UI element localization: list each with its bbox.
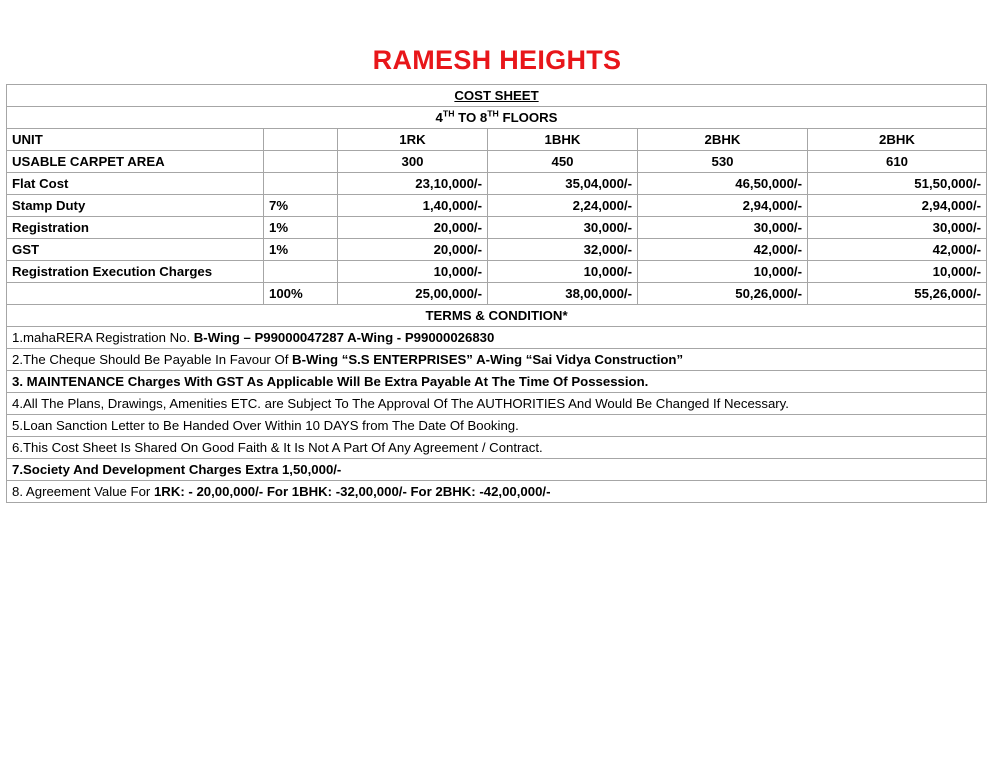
- term-1-number: 1.: [12, 329, 23, 345]
- cell-stamp-duty-1rk: 1,40,000/-: [338, 195, 488, 217]
- term-5-number: 5.: [12, 417, 23, 433]
- row-pct-stamp-duty: 7%: [264, 195, 338, 217]
- table-header-row: [7, 129, 987, 151]
- column-header-2bhk-610: 2BHK: [808, 129, 987, 151]
- column-header-unit: UNIT: [7, 129, 264, 151]
- row-label-stamp-duty: Stamp Duty: [7, 195, 264, 217]
- row-pct-usable-carpet-area: [264, 151, 338, 173]
- cell-total-1bhk: 38,00,000/-: [488, 283, 638, 305]
- floors-sup-2: TH: [487, 108, 499, 119]
- cell-flat-cost-1bhk: 35,04,000/-: [488, 173, 638, 195]
- table-row: [7, 173, 987, 195]
- cell-stamp-duty-2bhk-530: 2,94,000/-: [638, 195, 808, 217]
- table-row-term: [7, 459, 987, 481]
- row-label-total: [7, 283, 264, 305]
- row-pct-registration: 1%: [264, 217, 338, 239]
- row-label-gst: GST: [7, 239, 264, 261]
- term-8-bold: 1RK: - 20,00,000/- For 1BHK: -32,00,000/- For 2BHK: -42,00,000/-: [153, 483, 551, 499]
- cell-usable-carpet-area-1rk: 300: [338, 151, 488, 173]
- floors-pre: 4: [435, 109, 443, 125]
- term-3-number: 3.: [12, 373, 23, 389]
- cell-registration-execution-charges-2bhk-610: 10,000/-: [808, 261, 987, 283]
- table-row-term: [7, 327, 987, 349]
- table-row-terms-banner: [7, 305, 987, 327]
- cell-registration-execution-charges-1rk: 10,000/-: [338, 261, 488, 283]
- term-1-bold: B-Wing – P99000047287 A-Wing - P99000026830: [193, 329, 495, 345]
- term-6-number: 6.: [12, 439, 23, 455]
- cell-flat-cost-2bhk-530: 46,50,000/-: [638, 173, 808, 195]
- row-pct-flat-cost: [264, 173, 338, 195]
- cost-sheet-table-wrap: [6, 84, 986, 503]
- term-7-bold: Society And Development Charges Extra 1,50,000/-: [23, 461, 342, 477]
- cell-total-1rk: 25,00,000/-: [338, 283, 488, 305]
- cell-flat-cost-2bhk-610: 51,50,000/-: [808, 173, 987, 195]
- cost-sheet-banner-label: COST SHEET: [454, 87, 539, 103]
- table-row-term: [7, 349, 987, 371]
- cell-gst-2bhk-610: 42,000/-: [808, 239, 987, 261]
- term-1-plain: mahaRERA Registration No.: [23, 329, 194, 345]
- page-title: RAMESH HEIGHTS: [372, 45, 622, 75]
- cell-usable-carpet-area-2bhk-610: 610: [808, 151, 987, 173]
- term-6-plain: This Cost Sheet Is Shared On Good Faith & It Is Not A Part Of Any Agreement / Contract.: [23, 439, 543, 455]
- term-2-number: 2.: [12, 351, 23, 367]
- table-row-term: [7, 371, 987, 393]
- cell-usable-carpet-area-1bhk: 450: [488, 151, 638, 173]
- cell-stamp-duty-2bhk-610: 2,94,000/-: [808, 195, 987, 217]
- table-row-term: [7, 415, 987, 437]
- table-row-term: [7, 481, 987, 503]
- row-label-registration-execution-charges: Registration Execution Charges: [7, 261, 264, 283]
- cell-registration-1rk: 20,000/-: [338, 217, 488, 239]
- row-label-registration: Registration: [7, 217, 264, 239]
- table-row: [7, 151, 987, 173]
- cell-total-2bhk-530: 50,26,000/-: [638, 283, 808, 305]
- term-item-3: [7, 371, 987, 393]
- term-4-plain: All The Plans, Drawings, Amenities ETC. are Subject To The Approval Of The AUTHORITIES And Would Be Changed If Necessary.: [23, 395, 789, 411]
- term-4-number: 4.: [12, 395, 23, 411]
- table-row-term: [7, 437, 987, 459]
- row-label-usable-carpet-area: USABLE CARPET AREA: [7, 151, 264, 173]
- row-pct-gst: 1%: [264, 239, 338, 261]
- column-header-1bhk: 1BHK: [488, 129, 638, 151]
- table-row: [7, 239, 987, 261]
- row-pct-registration-execution-charges: [264, 261, 338, 283]
- table-row: [7, 217, 987, 239]
- column-header-2bhk-530: 2BHK: [638, 129, 808, 151]
- table-row: [7, 195, 987, 217]
- cell-total-2bhk-610: 55,26,000/-: [808, 283, 987, 305]
- term-item-8: [7, 481, 987, 503]
- term-2-plain: The Cheque Should Be Payable In Favour Of: [23, 351, 293, 367]
- term-2-bold: B-Wing “S.S ENTERPRISES” A-Wing “Sai Vidya Construction”: [292, 351, 684, 367]
- cell-gst-1bhk: 32,000/-: [488, 239, 638, 261]
- floors-sup-1: TH: [442, 108, 455, 119]
- cell-gst-1rk: 20,000/-: [338, 239, 488, 261]
- table-row-cost-sheet-banner: [7, 85, 987, 107]
- cell-flat-cost-1rk: 23,10,000/-: [338, 173, 488, 195]
- cell-registration-execution-charges-2bhk-530: 10,000/-: [638, 261, 808, 283]
- cell-gst-2bhk-530: 42,000/-: [638, 239, 808, 261]
- row-pct-total: 100%: [264, 283, 338, 305]
- term-3-bold: MAINTENANCE Charges With GST As Applicable Will Be Extra Payable At The Time Of Possession.: [23, 373, 649, 389]
- column-header-pct: [264, 129, 338, 151]
- column-header-1rk: 1RK: [338, 129, 488, 151]
- term-8-plain: Agreement Value For: [23, 483, 154, 499]
- cell-stamp-duty-1bhk: 2,24,000/-: [488, 195, 638, 217]
- cell-registration-2bhk-610: 30,000/-: [808, 217, 987, 239]
- cell-registration-1bhk: 30,000/-: [488, 217, 638, 239]
- floors-mid: TO 8: [454, 109, 488, 125]
- floors-banner: [7, 107, 987, 129]
- cost-sheet-table: [6, 84, 987, 503]
- term-8-number: 8.: [12, 483, 23, 499]
- term-item-6: [7, 437, 987, 459]
- table-row-total: [7, 283, 987, 305]
- table-row: [7, 261, 987, 283]
- row-label-flat-cost: Flat Cost: [7, 173, 264, 195]
- table-row-floors-banner: [7, 107, 987, 129]
- terms-and-conditions-banner: TERMS & CONDITION*: [7, 305, 987, 327]
- floors-post: FLOORS: [498, 109, 558, 125]
- cell-usable-carpet-area-2bhk-530: 530: [638, 151, 808, 173]
- term-7-number: 7.: [12, 461, 23, 477]
- term-item-4: [7, 393, 987, 415]
- cell-registration-2bhk-530: 30,000/-: [638, 217, 808, 239]
- cell-registration-execution-charges-1bhk: 10,000/-: [488, 261, 638, 283]
- term-item-7: [7, 459, 987, 481]
- term-item-1: [7, 327, 987, 349]
- term-5-plain: Loan Sanction Letter to Be Handed Over Within 10 DAYS from The Date Of Booking.: [23, 417, 519, 433]
- table-row-term: [7, 393, 987, 415]
- term-item-2: [7, 349, 987, 371]
- cost-sheet-banner: [7, 85, 987, 107]
- term-item-5: [7, 415, 987, 437]
